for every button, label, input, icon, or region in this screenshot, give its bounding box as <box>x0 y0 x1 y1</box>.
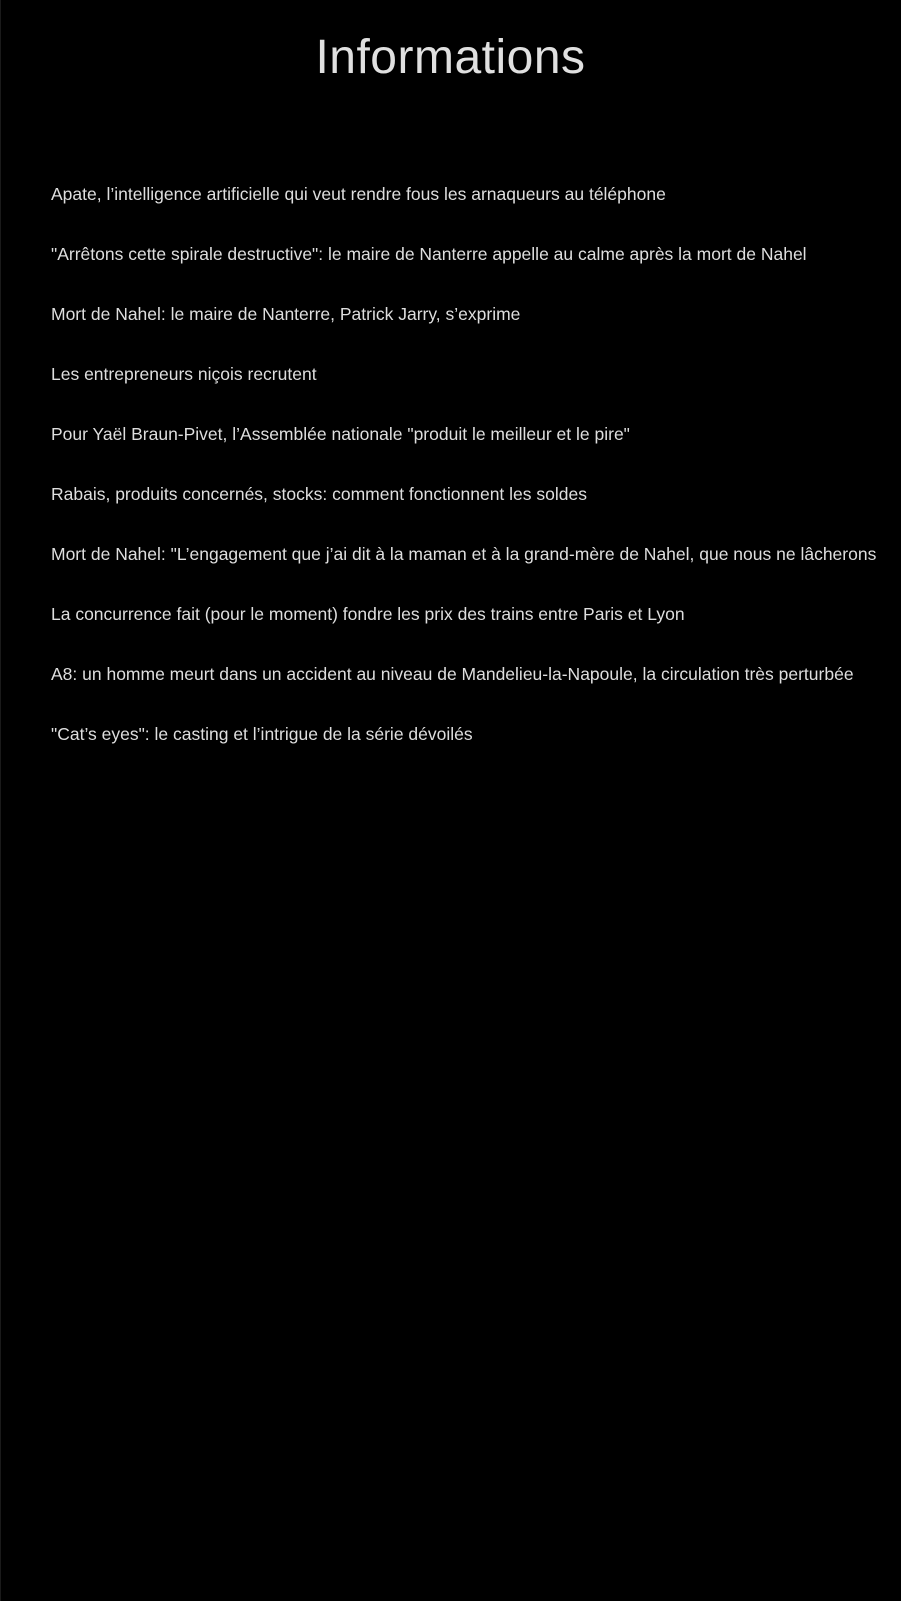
screen-edge-divider <box>0 0 1 1601</box>
news-item[interactable]: A8: un homme meurt dans un accident au niveau de Mandelieu-la-Napoule, la circulation très perturbée <box>51 664 854 684</box>
news-list <box>51 178 901 778</box>
news-item[interactable]: La concurrence fait (pour le moment) fondre les prix des trains entre Paris et Lyon <box>51 604 685 624</box>
news-item[interactable]: "Cat’s eyes": le casting et l’intrigue de la série dévoilés <box>51 724 473 744</box>
news-item[interactable]: Les entrepreneurs niçois recrutent <box>51 364 317 384</box>
news-item[interactable]: "Arrêtons cette spirale destructive": le maire de Nanterre appelle au calme après la mort de Nahel <box>51 244 807 264</box>
news-item[interactable]: Apate, l’intelligence artificielle qui veut rendre fous les arnaqueurs au téléphone <box>51 184 666 204</box>
news-item[interactable]: Pour Yaël Braun-Pivet, l’Assemblée nationale "produit le meilleur et le pire" <box>51 424 630 444</box>
news-item[interactable]: Mort de Nahel: "L’engagement que j’ai dit à la maman et à la grand-mère de Nahel, que nous ne lâcherons <box>51 544 877 564</box>
news-item[interactable]: Mort de Nahel: le maire de Nanterre, Patrick Jarry, s’exprime <box>51 304 521 324</box>
page-title: Informations <box>315 31 586 84</box>
news-item[interactable]: Rabais, produits concernés, stocks: comment fonctionnent les soldes <box>51 484 587 504</box>
